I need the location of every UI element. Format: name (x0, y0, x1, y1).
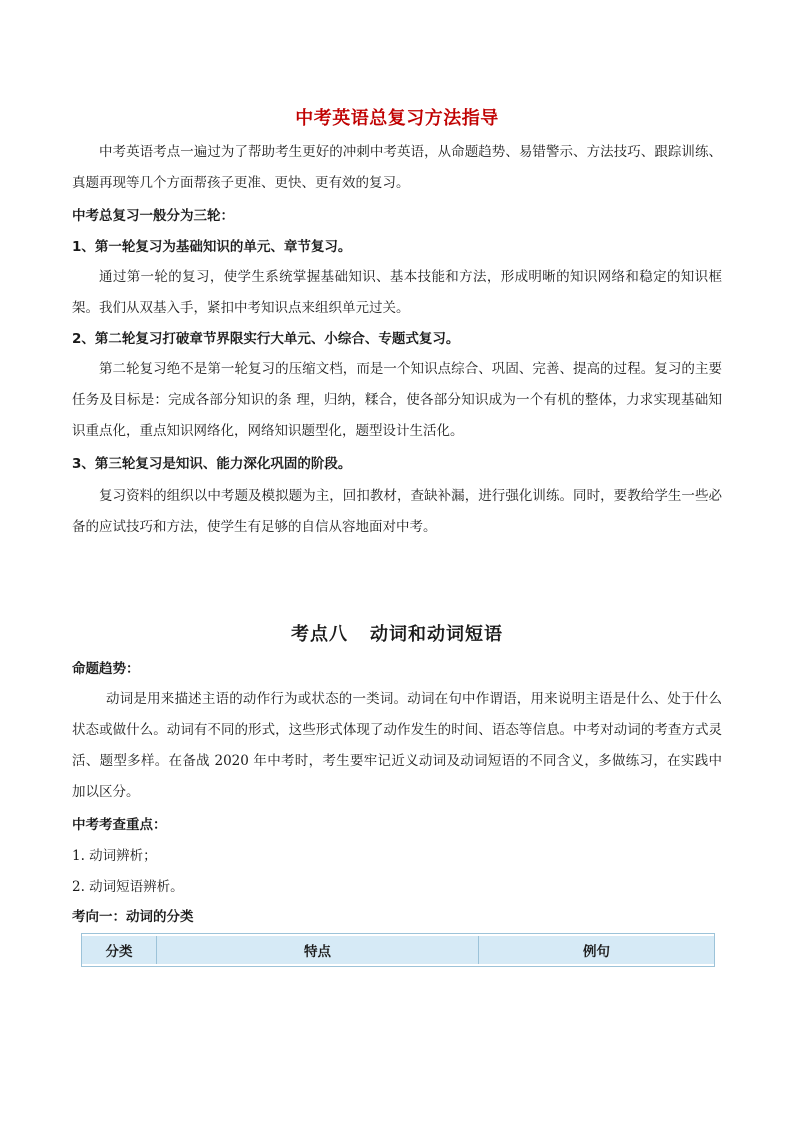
table-header-category: 分类 (82, 936, 157, 964)
topic-title-number: 考点八 (291, 624, 348, 645)
round3-body: 复习资料的组织以中考题及模拟题为主，回扣教材，查缺补漏，进行强化训练。同时，要教给学生一些必备的应试技巧和方法，使学生有足够的自信从容地面对中考。 (72, 488, 722, 535)
round2-body: 第二轮复习绝不是第一轮复习的压缩文档，而是一个知识点综合、巩固、完善、提高的过程。复习的主要任务及目标是：完成各部分知识的条 理，归纳，糅合，使各部分知识成为一个有机的整体，力求实现基础知识重点化，重点知识网络化，网络知识题型化，题型设计生活化。 (72, 361, 722, 439)
direction-heading: 考向一：动词的分类 (72, 909, 194, 925)
focus-item-1: 1. 动词辨析； (72, 848, 157, 864)
table-header-features: 特点 (157, 936, 479, 964)
table-header-examples: 例句 (479, 936, 714, 964)
round2-heading: 2、第二轮复习打破章节界限实行大单元、小综合、专题式复习。 (72, 331, 460, 347)
round1-heading: 1、第一轮复习为基础知识的单元、章节复习。 (72, 239, 352, 255)
focus-heading: 中考考查重点： (72, 817, 167, 833)
guide-intro: 中考英语考点一遍过为了帮助考生更好的冲刺中考英语，从命题趋势、易错警示、方法技巧、跟踪训练、真题再现等几个方面帮孩子更准、更快、更有效的复习。 (72, 144, 722, 191)
topic-title (0, 620, 794, 646)
round1-body: 通过第一轮的复习，使学生系统掌握基础知识、基本技能和方法，形成明晰的知识网络和稳定的知识框架。我们从双基入手，紧扣中考知识点来组织单元过关。 (72, 269, 722, 316)
verb-classification-table (81, 933, 715, 967)
trend-body: 动词是用来描述主语的动作行为或状态的一类词。动词在句中作谓语，用来说明主语是什么、处于什么状态或做什么。动词有不同的形式，这些形式体现了动作发生的时间、语态等信息。中考对动词的考查方式灵活、题型多样。在备战 2020 年中考时，考生要牢记近义动词及动词短语的不同含义，多做练习，在实践中加以区分。 (72, 691, 722, 800)
focus-item-2: 2. 动词短语辨析。 (72, 879, 184, 895)
topic-title-text: 动词和动词短语 (370, 624, 503, 645)
guide-title: 中考英语总复习方法指导 (295, 108, 499, 129)
round3-heading: 3、第三轮复习是知识、能力深化巩固的阶段。 (72, 456, 352, 472)
trend-heading: 命题趋势： (72, 661, 140, 677)
rounds-heading: 中考总复习一般分为三轮： (72, 208, 234, 224)
